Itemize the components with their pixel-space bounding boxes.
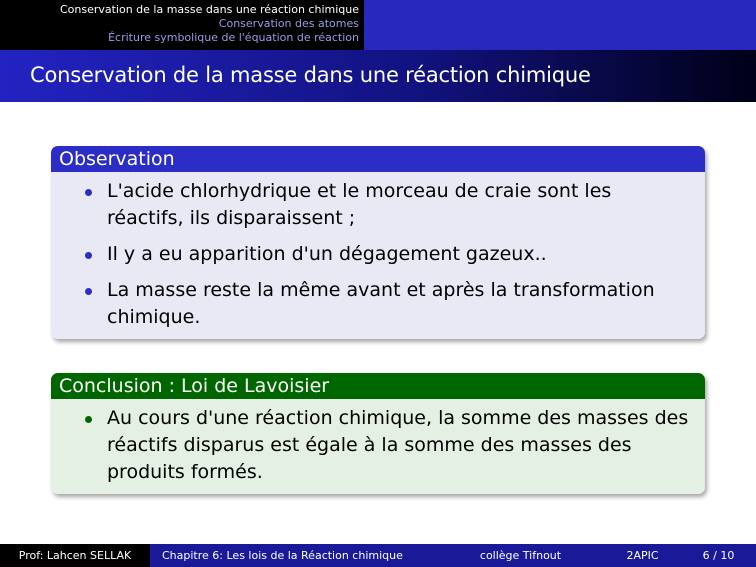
list-item [79, 178, 693, 232]
top-navigation [0, 0, 756, 50]
observation-block-body [51, 172, 705, 339]
nav-section-current[interactable]: Conservation de la masse dans une réaction chimique [59, 3, 359, 16]
observation-list [79, 178, 693, 331]
conclusion-block-title: Conclusion : Loi de Lavoisier [51, 373, 705, 399]
nav-section-ecriture-symbolique[interactable]: Écriture symbolique de l'équation de réaction [108, 31, 359, 44]
observation-block-title: Observation [51, 146, 705, 172]
observation-block [51, 146, 705, 339]
footer-school: collège Tifnout [437, 544, 604, 567]
bullet-icon [85, 288, 92, 295]
footer-class: 2APIC [604, 544, 681, 567]
list-item [79, 277, 693, 331]
frame-title-bar [0, 50, 756, 102]
footer-page-number: 6 / 10 [681, 544, 756, 567]
nav-section-conservation-atomes[interactable]: Conservation des atomes [218, 17, 359, 30]
list-item-text: La masse reste la même avant et après la transformation chimique. [107, 279, 655, 328]
bullet-icon [85, 189, 92, 196]
frame-title: Conservation de la masse dans une réaction chimique [30, 63, 591, 87]
footer-chapter: Chapitre 6: Les lois de la Réaction chimique [150, 544, 437, 567]
bullet-icon [85, 416, 92, 423]
conclusion-block-body [51, 399, 705, 494]
list-item-text: Il y a eu apparition d'un dégagement gazeux.. [107, 243, 547, 265]
conclusion-block [51, 373, 705, 494]
section-navigation [0, 0, 364, 50]
list-item [79, 405, 693, 486]
bullet-icon [85, 252, 92, 259]
list-item-text: L'acide chlorhydrique et le morceau de craie sont les réactifs, ils disparaissent ; [107, 180, 612, 229]
list-item [79, 241, 693, 268]
list-item-text: Au cours d'une réaction chimique, la somme des masses des réactifs disparus est égale à la somme des masses des produits formés. [107, 407, 689, 483]
footer [0, 544, 756, 567]
footer-author: Prof: Lahcen SELLAK [0, 544, 150, 567]
conclusion-list [79, 405, 693, 486]
